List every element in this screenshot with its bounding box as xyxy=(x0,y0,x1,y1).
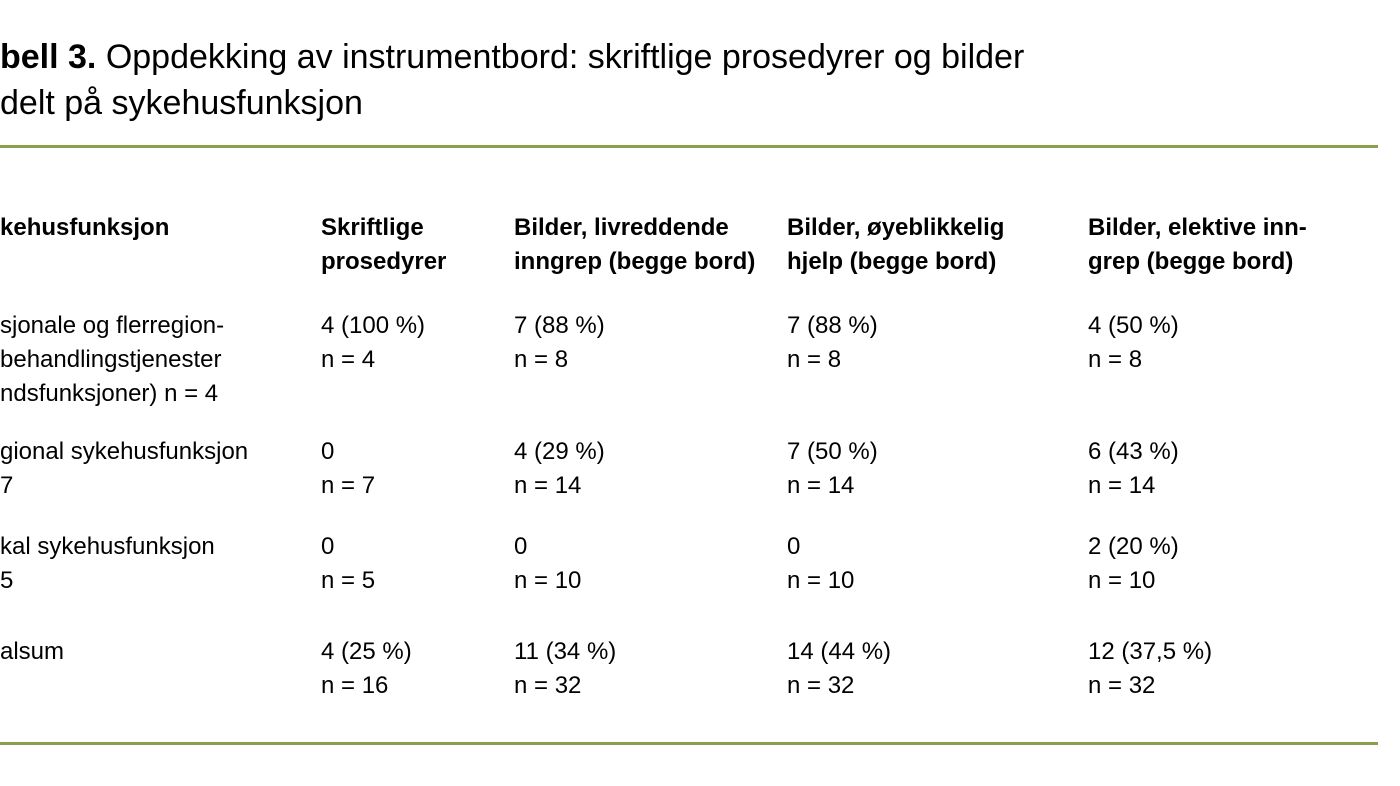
table-cell xyxy=(321,435,375,503)
cell-line: alsum xyxy=(0,638,65,665)
header-written-procedures xyxy=(321,211,446,279)
cell-line: 7 (50 %) xyxy=(787,438,878,465)
table-cell xyxy=(1088,530,1179,598)
cell-line: n = 14 xyxy=(514,472,582,499)
header-line: Skriftlige xyxy=(321,214,424,241)
cell-line: 7 (88 %) xyxy=(514,312,605,339)
table-cell xyxy=(514,530,581,598)
top-rule xyxy=(0,145,1378,148)
cell-line: n = 4 xyxy=(321,346,376,373)
cell-line: 0 xyxy=(321,533,335,560)
table-cell xyxy=(787,309,878,377)
header-images-emergency xyxy=(787,211,1004,279)
cell-line: 4 (50 %) xyxy=(1088,312,1179,339)
cell-line: n = 8 xyxy=(787,346,842,373)
cell-line: gional sykehusfunksjon xyxy=(0,438,249,465)
header-line: inngrep (begge bord) xyxy=(514,248,756,275)
table-title xyxy=(0,34,1200,126)
cell-line: n = 10 xyxy=(514,567,582,594)
title-line-2: delt på sykehusfunksjon xyxy=(0,84,363,122)
table-cell xyxy=(514,435,605,503)
table-cell xyxy=(514,635,616,703)
header-line: Bilder, øyeblikkelig xyxy=(787,214,1005,241)
cell-line: n = 14 xyxy=(787,472,855,499)
cell-line: n = 10 xyxy=(787,567,855,594)
row-label xyxy=(0,530,215,598)
cell-line: n = 16 xyxy=(321,672,389,699)
cell-line: 14 (44 %) xyxy=(787,638,892,665)
header-images-elective xyxy=(1088,211,1307,279)
cell-line: n = 10 xyxy=(1088,567,1156,594)
cell-line: 11 (34 %) xyxy=(514,638,617,665)
table-cell xyxy=(514,309,605,377)
cell-line: 7 xyxy=(0,472,14,499)
cell-line: 0 xyxy=(321,438,335,465)
cell-line: n = 7 xyxy=(321,472,376,499)
cell-line: n = 5 xyxy=(321,567,376,594)
header-hospital-function xyxy=(0,211,169,245)
table-cell xyxy=(787,530,854,598)
cell-line: 6 (43 %) xyxy=(1088,438,1179,465)
table-cell xyxy=(1088,435,1179,503)
cell-line: 4 (29 %) xyxy=(514,438,605,465)
table-cell xyxy=(1088,309,1179,377)
table-cell xyxy=(1088,635,1212,703)
bottom-rule xyxy=(0,742,1378,745)
cell-line: 0 xyxy=(514,533,528,560)
header-line: grep (begge bord) xyxy=(1088,248,1294,275)
cell-line: n = 32 xyxy=(514,672,582,699)
table-cell xyxy=(321,635,412,703)
header-line: hjelp (begge bord) xyxy=(787,248,997,275)
cell-line: n = 32 xyxy=(787,672,855,699)
cell-line: 4 (25 %) xyxy=(321,638,412,665)
row-label xyxy=(0,635,64,669)
table-cell xyxy=(787,635,891,703)
cell-line: sjonale og flerregion- xyxy=(0,312,225,339)
cell-line: 5 xyxy=(0,567,14,594)
header-line: prosedyrer xyxy=(321,248,447,275)
table-cell xyxy=(787,435,878,503)
cell-line: 7 (88 %) xyxy=(787,312,878,339)
title-line-1: Oppdekking av instrumentbord: skriftlige prosedyrer og bilder xyxy=(96,38,1025,76)
header-line: Bilder, elektive inn- xyxy=(1088,214,1307,241)
row-label xyxy=(0,435,248,503)
table-cell xyxy=(321,530,375,598)
header-line: kehusfunksjon xyxy=(0,214,170,241)
cell-line: 4 (100 %) xyxy=(321,312,426,339)
cell-line: kal sykehusfunksjon xyxy=(0,533,215,560)
cell-line: 0 xyxy=(787,533,801,560)
cell-line: 2 (20 %) xyxy=(1088,533,1179,560)
header-images-lifesaving xyxy=(514,211,755,279)
table-cell xyxy=(321,309,425,377)
cell-line: 12 (37,5 %) xyxy=(1088,638,1213,665)
cell-line: ndsfunksjoner) n = 4 xyxy=(0,380,219,407)
header-line: Bilder, livreddende xyxy=(514,214,729,241)
cell-line: n = 32 xyxy=(1088,672,1156,699)
cell-line: n = 8 xyxy=(514,346,569,373)
cell-line: n = 8 xyxy=(1088,346,1143,373)
cell-line: n = 14 xyxy=(1088,472,1156,499)
row-label xyxy=(0,309,224,411)
table-number: bell 3. xyxy=(0,38,97,76)
cell-line: behandlingstjenester xyxy=(0,346,222,373)
